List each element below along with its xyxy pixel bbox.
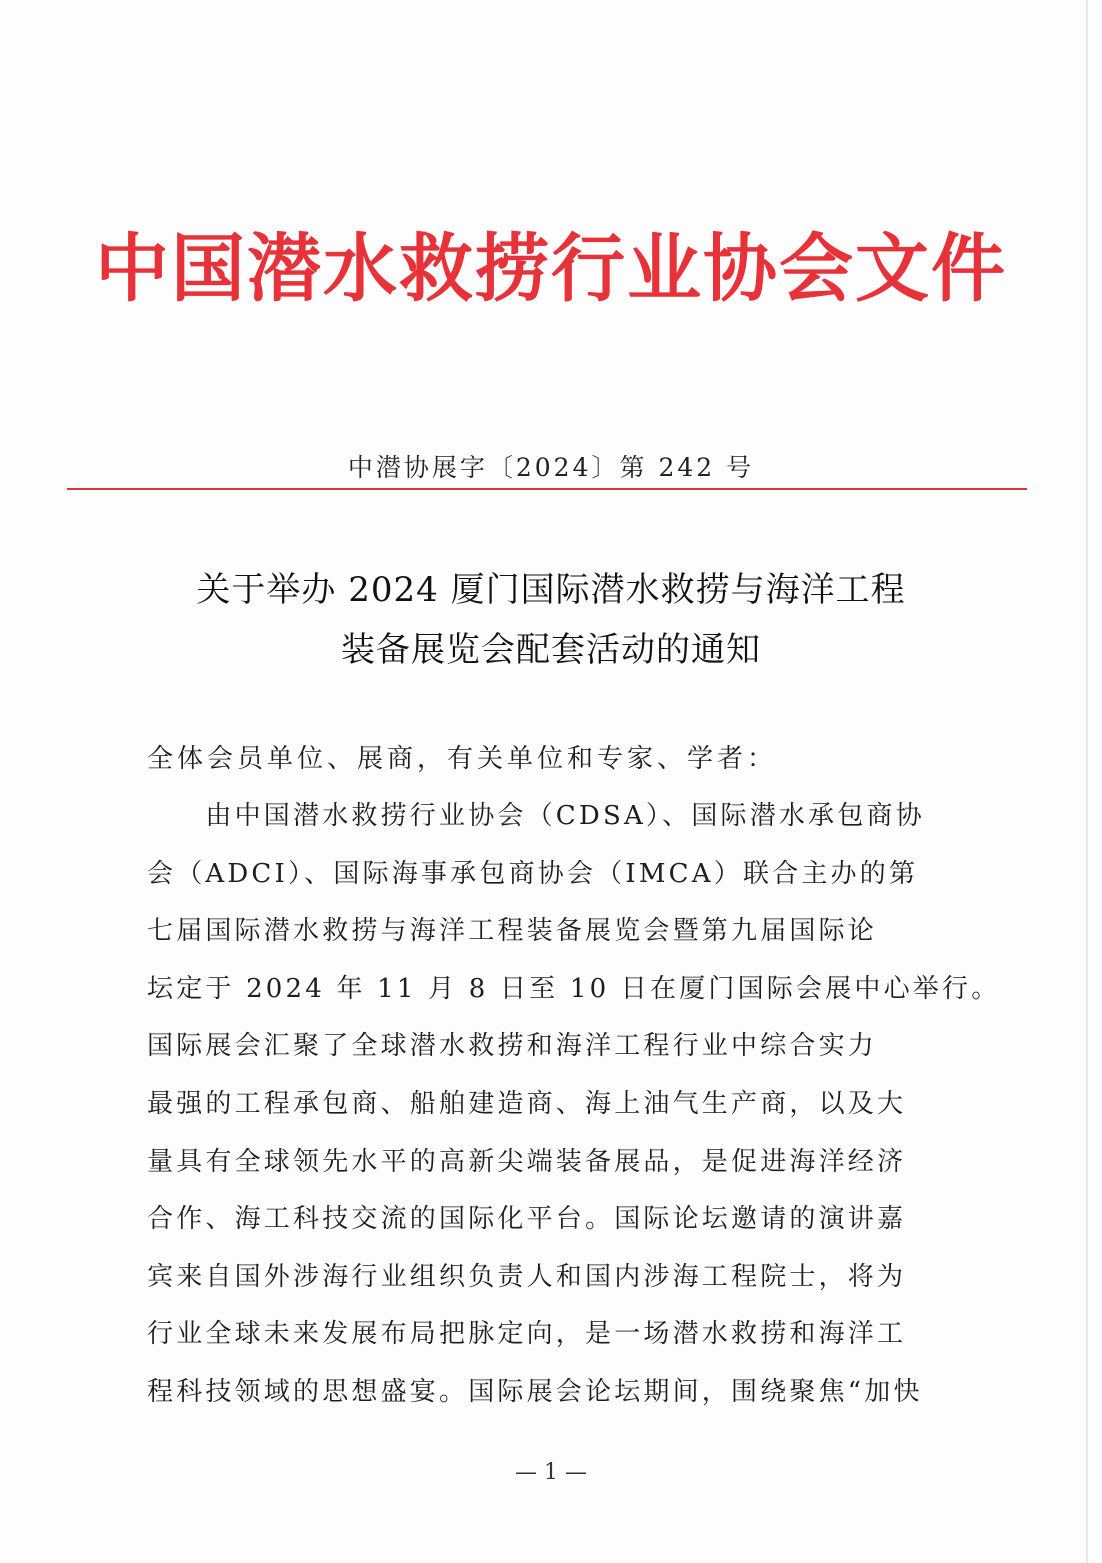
document-number: 中潜协展字〔2024〕第 242 号 [347,453,755,482]
body-line: 宾来自国外涉海行业组织负责人和国内涉海工程院士，将为 [147,1261,907,1292]
body-line: 行业全球未来发展布局把脉定向，是一场潜水救捞和海洋工 [147,1319,907,1350]
body-line: 七届国际潜水救捞与海洋工程装备展览会暨第九届国际论 [147,916,878,947]
title-line-1: 关于举办 2024 厦门国际潜水救捞与海洋工程 [196,570,906,610]
body-line: 最强的工程承包商、船舶建造商、海上油气生产商，以及大 [147,1088,907,1119]
red-divider [67,488,1027,490]
salutation: 全体会员单位、展商，有关单位和专家、学者： [147,744,778,774]
page-number: — 1 — [515,1460,587,1485]
org-header-title: 中国潜水救捞行业协会文件 [95,226,1007,312]
document-title [0,560,1102,680]
body-line: 程科技领域的思想盛宴。国际展会论坛期间，围绕聚焦“加快 [147,1376,923,1407]
body-line: 合作、海工科技交流的国际化平台。国际论坛邀请的演讲嘉 [147,1204,907,1235]
body-line: 坛定于 2024 年 11 月 8 日至 10 日在厦门国际会展中心举行。 [147,973,1001,1004]
body-line: 量具有全球领先水平的高新尖端装备展品，是促进海洋经济 [147,1146,907,1177]
title-line-2: 装备展览会配套活动的通知 [341,630,761,670]
body-text [147,788,1001,1422]
body-line: 国际展会汇聚了全球潜水救捞和海洋工程行业中综合实力 [147,1031,878,1062]
body-line: 由中国潜水救捞行业协会（CDSA）、国际潜水承包商协 [147,801,925,831]
body-line: 会（ADCI）、国际海事承包商协会（IMCA）联合主办的第 [147,858,919,889]
